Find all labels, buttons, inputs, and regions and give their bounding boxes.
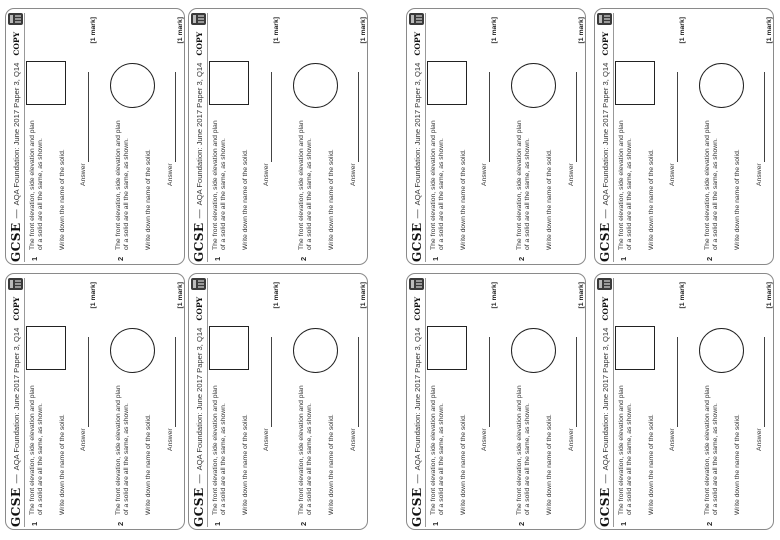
gcse-label: GCSE <box>598 487 612 527</box>
card-header <box>409 13 425 262</box>
answer-label-2: Answer <box>167 428 174 451</box>
marks-label-2: [1 mark] <box>177 282 184 309</box>
question-text-1: The front elevation, side elevation and plan of a solid are all the same, as shown. <box>618 385 634 515</box>
header-dash: — <box>11 209 21 219</box>
gcse-label: GCSE <box>9 222 23 262</box>
calculator-icon <box>409 13 424 25</box>
question-number-2: 2 <box>517 521 526 526</box>
marks-label-2: [1 mark] <box>766 282 773 309</box>
header-dash: — <box>600 209 610 219</box>
square-shape <box>26 61 66 105</box>
source-label: AQA Foundation: June 2017 Paper 3, Q14 <box>11 327 21 471</box>
header-dash: — <box>194 209 204 219</box>
header-dash: — <box>412 209 422 219</box>
answer-line-2[interactable] <box>764 337 765 427</box>
answer-line-1[interactable] <box>677 72 678 162</box>
answer-line-2[interactable] <box>358 337 359 427</box>
worksheet-card-5 <box>5 273 185 530</box>
answer-line-1[interactable] <box>88 72 89 162</box>
header-divider <box>613 13 614 262</box>
answer-line-1[interactable] <box>88 337 89 427</box>
answer-label-2: Answer <box>350 428 357 451</box>
circle-shape <box>699 63 744 108</box>
question-instruction-2: Write down the name of the solid. <box>328 149 335 250</box>
answer-label-2: Answer <box>756 163 763 186</box>
answer-label-1: Answer <box>481 428 488 451</box>
question-text-1: The front elevation, side elevation and plan of a solid are all the same, as shown. <box>430 120 446 250</box>
header-divider <box>207 13 208 262</box>
answer-line-1[interactable] <box>271 72 272 162</box>
question-number-1: 1 <box>213 256 222 261</box>
circle-shape <box>293 328 338 373</box>
circle-shape <box>511 328 556 373</box>
question-number-1: 1 <box>213 521 222 526</box>
source-label: AQA Foundation: June 2017 Paper 3, Q14 <box>194 62 204 206</box>
source-label: AQA Foundation: June 2017 Paper 3, Q14 <box>600 327 610 471</box>
question-instruction-1: Write down the name of the solid. <box>59 414 66 515</box>
question-number-1: 1 <box>30 521 39 526</box>
question-number-1: 1 <box>619 521 628 526</box>
question-instruction-2: Write down the name of the solid. <box>145 149 152 250</box>
question-text-1: The front elevation, side elevation and plan of a solid are all the same, as shown. <box>212 120 228 250</box>
card-header <box>191 13 207 262</box>
marks-label-1: [1 mark] <box>90 17 97 44</box>
question-instruction-2: Write down the name of the solid. <box>145 414 152 515</box>
worksheet-card-2 <box>188 8 368 265</box>
header-divider <box>425 13 426 262</box>
worksheet-card-1 <box>5 8 185 265</box>
question-text-2: The front elevation, side elevation and plan of a solid are all the same, as shown. <box>516 120 532 250</box>
answer-label-1: Answer <box>481 163 488 186</box>
question-instruction-2: Write down the name of the solid. <box>734 149 741 250</box>
marks-label-1: [1 mark] <box>273 17 280 44</box>
gcse-label: GCSE <box>192 487 206 527</box>
marks-label-1: [1 mark] <box>679 282 686 309</box>
answer-label-1: Answer <box>669 163 676 186</box>
copy-label: COPY <box>600 296 610 321</box>
question-text-2: The front elevation, side elevation and plan of a solid are all the same, as shown. <box>115 385 131 515</box>
answer-label-1: Answer <box>263 163 270 186</box>
question-text-2: The front elevation, side elevation and plan of a solid are all the same, as shown. <box>298 120 314 250</box>
header-divider <box>24 278 25 527</box>
header-dash: — <box>11 474 21 484</box>
source-label: AQA Foundation: June 2017 Paper 3, Q14 <box>11 62 21 206</box>
source-label: AQA Foundation: June 2017 Paper 3, Q14 <box>194 327 204 471</box>
header-dash: — <box>600 474 610 484</box>
answer-line-2[interactable] <box>764 72 765 162</box>
marks-label-2: [1 mark] <box>360 282 367 309</box>
copy-label: COPY <box>412 31 422 56</box>
question-number-2: 2 <box>299 256 308 261</box>
circle-shape <box>110 328 155 373</box>
header-dash: — <box>412 474 422 484</box>
copy-label: COPY <box>412 296 422 321</box>
header-dash: — <box>194 474 204 484</box>
calculator-icon <box>8 278 23 290</box>
card-header <box>8 13 24 262</box>
marks-label-2: [1 mark] <box>766 17 773 44</box>
question-number-2: 2 <box>705 256 714 261</box>
square-shape <box>26 326 66 370</box>
answer-line-2[interactable] <box>175 72 176 162</box>
marks-label-1: [1 mark] <box>90 282 97 309</box>
square-shape <box>427 326 467 370</box>
square-shape <box>615 326 655 370</box>
question-instruction-1: Write down the name of the solid. <box>59 149 66 250</box>
marks-label-2: [1 mark] <box>578 282 585 309</box>
question-instruction-1: Write down the name of the solid. <box>648 414 655 515</box>
question-text-1: The front elevation, side elevation and plan of a solid are all the same, as shown. <box>618 120 634 250</box>
card-header <box>191 278 207 527</box>
answer-line-2[interactable] <box>576 72 577 162</box>
gcse-label: GCSE <box>410 222 424 262</box>
answer-line-1[interactable] <box>677 337 678 427</box>
calculator-icon <box>191 13 206 25</box>
question-number-1: 1 <box>431 521 440 526</box>
answer-line-2[interactable] <box>576 337 577 427</box>
calculator-icon <box>597 278 612 290</box>
source-label: AQA Foundation: June 2017 Paper 3, Q14 <box>412 62 422 206</box>
answer-label-1: Answer <box>263 428 270 451</box>
circle-shape <box>699 328 744 373</box>
question-text-2: The front elevation, side elevation and plan of a solid are all the same, as shown. <box>704 385 720 515</box>
calculator-icon <box>597 13 612 25</box>
answer-line-2[interactable] <box>175 337 176 427</box>
answer-line-1[interactable] <box>271 337 272 427</box>
source-label: AQA Foundation: June 2017 Paper 3, Q14 <box>412 327 422 471</box>
calculator-icon <box>191 278 206 290</box>
marks-label-2: [1 mark] <box>177 17 184 44</box>
question-text-1: The front elevation, side elevation and plan of a solid are all the same, as shown. <box>29 120 45 250</box>
circle-shape <box>511 63 556 108</box>
circle-shape <box>110 63 155 108</box>
marks-label-2: [1 mark] <box>578 17 585 44</box>
copy-label: COPY <box>194 31 204 56</box>
header-divider <box>613 278 614 527</box>
question-instruction-2: Write down the name of the solid. <box>546 149 553 250</box>
card-header <box>409 278 425 527</box>
worksheet-card-4 <box>594 8 774 265</box>
question-instruction-1: Write down the name of the solid. <box>460 414 467 515</box>
card-header <box>597 13 613 262</box>
marks-label-1: [1 mark] <box>273 282 280 309</box>
question-instruction-1: Write down the name of the solid. <box>242 149 249 250</box>
square-shape <box>209 326 249 370</box>
question-text-2: The front elevation, side elevation and plan of a solid are all the same, as shown. <box>115 120 131 250</box>
worksheet-card-3 <box>406 8 586 265</box>
question-text-2: The front elevation, side elevation and plan of a solid are all the same, as shown. <box>704 120 720 250</box>
card-header <box>8 278 24 527</box>
question-number-1: 1 <box>431 256 440 261</box>
question-number-2: 2 <box>116 256 125 261</box>
question-instruction-1: Write down the name of the solid. <box>242 414 249 515</box>
gcse-label: GCSE <box>598 222 612 262</box>
header-divider <box>425 278 426 527</box>
calculator-icon <box>409 278 424 290</box>
answer-label-2: Answer <box>167 163 174 186</box>
answer-label-1: Answer <box>669 428 676 451</box>
answer-line-1[interactable] <box>489 72 490 162</box>
answer-line-1[interactable] <box>489 337 490 427</box>
question-number-1: 1 <box>30 256 39 261</box>
gcse-label: GCSE <box>410 487 424 527</box>
worksheet-card-7 <box>406 273 586 530</box>
question-number-2: 2 <box>705 521 714 526</box>
square-shape <box>209 61 249 105</box>
gcse-label: GCSE <box>192 222 206 262</box>
circle-shape <box>293 63 338 108</box>
header-divider <box>207 278 208 527</box>
marks-label-1: [1 mark] <box>491 282 498 309</box>
marks-label-1: [1 mark] <box>679 17 686 44</box>
answer-label-2: Answer <box>568 428 575 451</box>
marks-label-1: [1 mark] <box>491 17 498 44</box>
question-text-2: The front elevation, side elevation and plan of a solid are all the same, as shown. <box>298 385 314 515</box>
square-shape <box>427 61 467 105</box>
answer-label-2: Answer <box>756 428 763 451</box>
square-shape <box>615 61 655 105</box>
marks-label-2: [1 mark] <box>360 17 367 44</box>
answer-label-1: Answer <box>80 163 87 186</box>
copy-label: COPY <box>600 31 610 56</box>
worksheet-card-8 <box>594 273 774 530</box>
question-instruction-1: Write down the name of the solid. <box>460 149 467 250</box>
question-text-1: The front elevation, side elevation and plan of a solid are all the same, as shown. <box>29 385 45 515</box>
copy-label: COPY <box>194 296 204 321</box>
copy-label: COPY <box>11 31 21 56</box>
calculator-icon <box>8 13 23 25</box>
card-header <box>597 278 613 527</box>
question-number-2: 2 <box>517 256 526 261</box>
answer-label-2: Answer <box>568 163 575 186</box>
question-instruction-2: Write down the name of the solid. <box>734 414 741 515</box>
gcse-label: GCSE <box>9 487 23 527</box>
question-instruction-2: Write down the name of the solid. <box>328 414 335 515</box>
copy-label: COPY <box>11 296 21 321</box>
question-text-1: The front elevation, side elevation and plan of a solid are all the same, as shown. <box>430 385 446 515</box>
question-text-1: The front elevation, side elevation and plan of a solid are all the same, as shown. <box>212 385 228 515</box>
question-instruction-1: Write down the name of the solid. <box>648 149 655 250</box>
question-text-2: The front elevation, side elevation and plan of a solid are all the same, as shown. <box>516 385 532 515</box>
question-number-2: 2 <box>116 521 125 526</box>
question-number-2: 2 <box>299 521 308 526</box>
question-number-1: 1 <box>619 256 628 261</box>
answer-label-2: Answer <box>350 163 357 186</box>
question-instruction-2: Write down the name of the solid. <box>546 414 553 515</box>
source-label: AQA Foundation: June 2017 Paper 3, Q14 <box>600 62 610 206</box>
answer-label-1: Answer <box>80 428 87 451</box>
header-divider <box>24 13 25 262</box>
answer-line-2[interactable] <box>358 72 359 162</box>
worksheet-card-6 <box>188 273 368 530</box>
